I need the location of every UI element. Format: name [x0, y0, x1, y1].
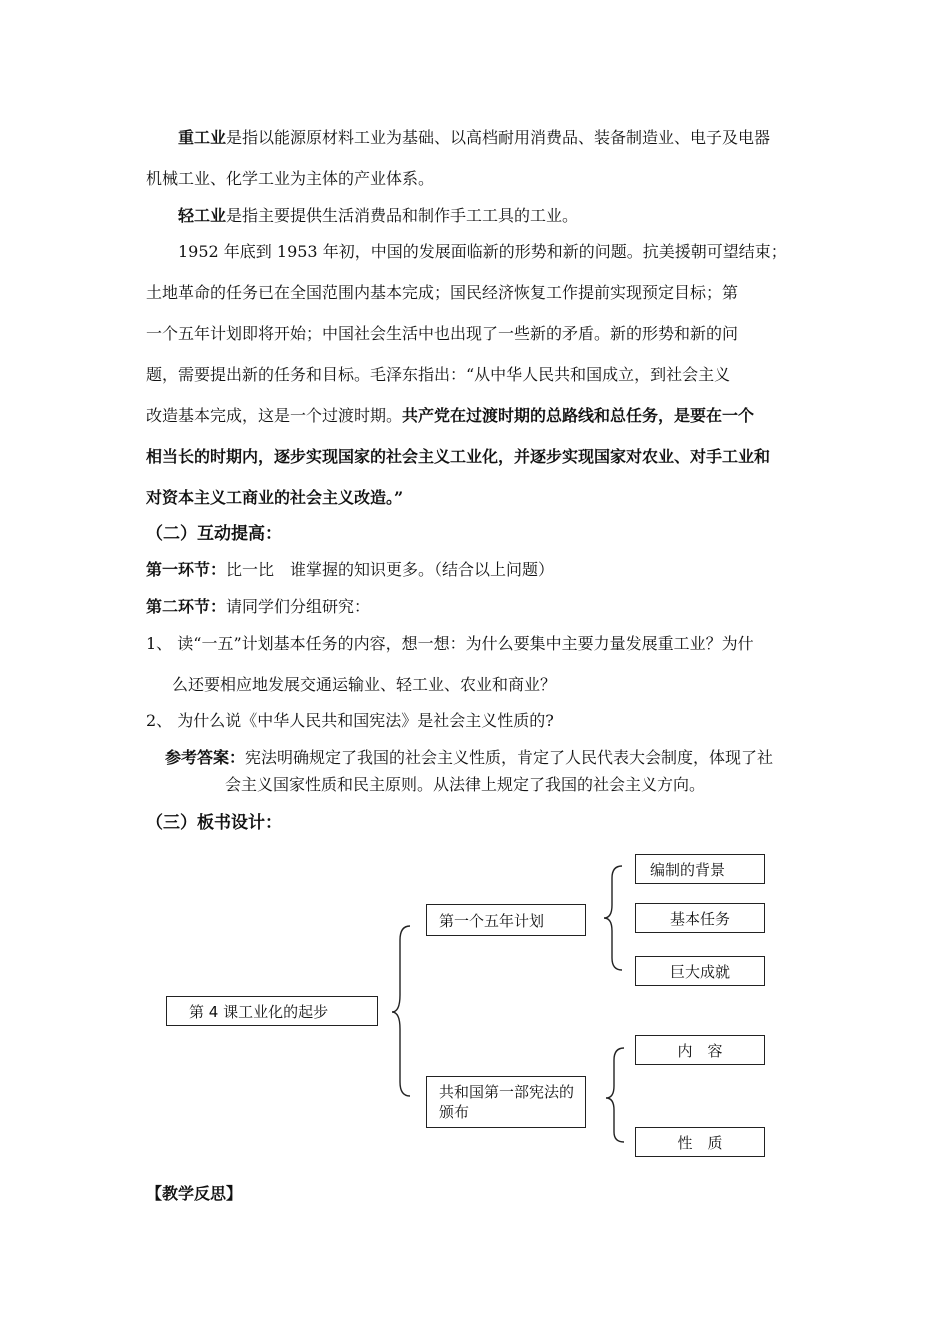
term-heavy-industry: 重工业 [178, 128, 227, 147]
step1: 第一环节：比一比 谁掌握的知识更多。（结合以上问题） [146, 560, 555, 579]
answer-line2: 会主义国家性质和民主原则。从法律上规定了我国的社会主义方向。 [225, 775, 706, 794]
diagram-branch-constitution: 共和国第一部宪法的颁布 [426, 1076, 586, 1128]
para3-line1: 1952 年底到 1953 年初，中国的发展面临新的形势和新的问题。抗美援朝可望结束； [178, 242, 787, 261]
diagram-leaf-content: 内 容 [635, 1035, 765, 1065]
diagram-leaf-nature: 性 质 [635, 1127, 765, 1157]
diagram-leaf-background: 编制的背景 [635, 854, 765, 884]
para3-line5: 改造基本完成，这是一个过渡时期。共产党在过渡时期的总路线和总任务，是要在一个 [146, 406, 755, 425]
para3-line3: 一个五年计划即将开始；中国社会生活中也出现了一些新的矛盾。新的形势和新的问 [146, 324, 739, 343]
para1-line1: 重工业是指以能源原材料工业为基础、以高档耐用消费品、装备制造业、电子及电器 [178, 128, 771, 147]
question2: 2、 为什么说《中华人民共和国宪法》是社会主义性质的? [146, 711, 554, 730]
para2-line: 轻工业是指主要提供生活消费品和制作手工工具的工业。 [178, 206, 579, 225]
reflection-title: 【教学反思】 [146, 1184, 243, 1203]
para1-line2: 机械工业、化学工业为主体的产业体系。 [146, 169, 435, 188]
diagram-leaf-achievements: 巨大成就 [635, 956, 765, 986]
para3-line2: 土地革命的任务已在全国范围内基本完成；国民经济恢复工作提前实现预定目标；第 [146, 283, 739, 302]
question1-line1: 1、 读“一五”计划基本任务的内容，想一想：为什么要集中主要力量发展重工业？为什 [146, 634, 754, 653]
diagram-root: 第 4 课工业化的起步 [166, 996, 378, 1026]
para3-line7: 对资本主义工商业的社会主义改造。” [146, 488, 404, 507]
diagram-branch-five-year-plan: 第一个五年计划 [426, 904, 586, 936]
diagram-leaf-basic-tasks: 基本任务 [635, 903, 765, 933]
para3-line4: 题，需要提出新的任务和目标。毛泽东指出：“从中华人民共和国成立，到社会主义 [146, 365, 731, 384]
step2: 第二环节：请同学们分组研究： [146, 597, 371, 616]
question1-line2: 么还要相应地发展交通运输业、轻工业、农业和商业？ [172, 675, 557, 694]
section2-title: （二）互动提高： [146, 524, 282, 544]
para3-line6: 相当长的时期内，逐步实现国家的社会主义工业化，并逐步实现国家对农业、对手工业和 [146, 447, 771, 466]
term-light-industry: 轻工业 [178, 206, 227, 225]
answer-line1: 参考答案：宪法明确规定了我国的社会主义性质，肯定了人民代表大会制度，体现了社 [165, 748, 774, 767]
section3-title: （三）板书设计： [146, 813, 282, 833]
